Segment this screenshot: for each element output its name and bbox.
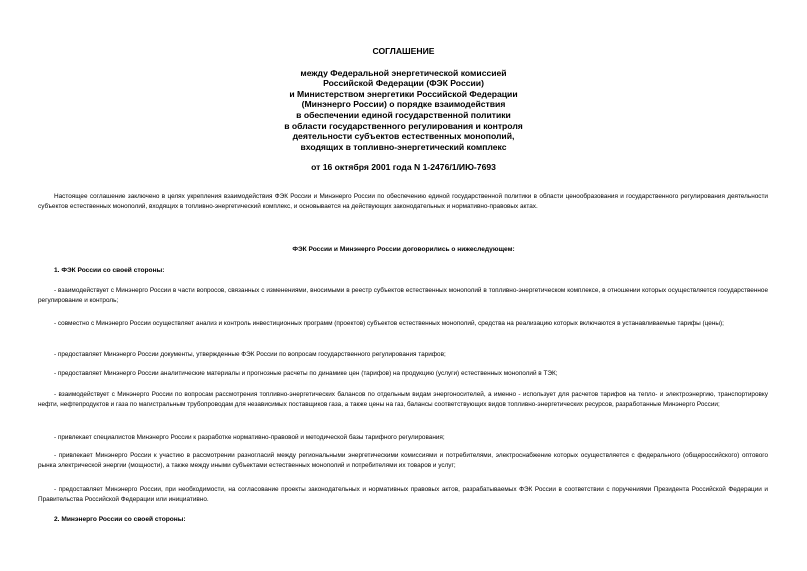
document-subtitle xyxy=(0,68,807,153)
list-item: - предоставляет Минэнерго России аналитические материалы и прогнозные расчеты по динамике цен (тарифов) на продукцию (услуги) естественных монополий в ТЭК; xyxy=(54,370,558,377)
list-item: - предоставляет Минэнерго России, при необходимости, на согласование проекты законодательных и нормативных правовых актов, разрабатываемых ФЭК России в соответствии с поручениями Президента Российской Федерации и Правительства Российской Федерации или инициативно. xyxy=(38,486,768,504)
list-item: - совместно с Минэнерго России осуществляет анализ и контроль инвестиционных программ (проектов) субъектов естественных монополий, средства на реализацию которых включаются в устанавливаемые тарифы (цены); xyxy=(54,320,724,327)
document-title: СОГЛАШЕНИЕ xyxy=(372,46,435,56)
document-header xyxy=(0,46,807,173)
section-2-heading: 2. Минэнерго России со своей стороны: xyxy=(54,516,186,523)
list-item: - взаимодействует с Минэнерго России по вопросам рассмотрения топливно-энергетических балансов по отдельным видам энергоносителей, а именно - использует для расчетов тарифов на тепло- и электроэнергию, транспортировку нефти, нефтепродуктов и газа по магистральным трубопроводам для независимых поставщиков газа, а также цены на газ, балансы соответствующих видов топливно-энергетических ресурсов, разработанные Минэнерго России; xyxy=(38,391,768,409)
list-item: - взаимодействует с Минэнерго России в части вопросов, связанных с изменениями, вносимыми в реестр субъектов естественных монополий в топливно-энергетическом комплексе, в отношении которых осуществляется государственное регулирование и контроль; xyxy=(38,287,768,305)
list-item: - привлекает Минэнерго России к участию в рассмотрении разногласий между региональными энергетическими комиссиями и потребителями, электроснабжение которых осуществляется с федерального (общероссийского) оптового рынка электрической энергии (мощности), а также между иными субъектами естественных монополий и потребителями их товаров и услуг; xyxy=(38,452,768,470)
list-item: - предоставляет Минэнерго России документы, утвержденные ФЭК России по вопросам государственного регулирования тарифов; xyxy=(54,351,446,358)
subtitle-line: (Минэнерго России) о порядке взаимодействия xyxy=(301,99,506,110)
list-item: - привлекает специалистов Минэнерго России к разработке нормативно-правовой и методической базы тарифного регулирования; xyxy=(54,434,445,441)
preamble-paragraph: Настоящее соглашение заключено в целях укрепления взаимодействия ФЭК России и Минэнерго России по обеспечению единой государственной политики в области ценообразования и государственного регулирования деятельности субъектов естественных монополий, входящих в топливно-энергетический комплекс, и основывается на действующих законодательных и нормативно-правовых актах. xyxy=(38,193,768,211)
subtitle-line: Российской Федерации (ФЭК России) xyxy=(323,78,484,89)
subtitle-line: деятельности субъектов естественных монополий, xyxy=(292,131,515,142)
subtitle-line: в области государственного регулирования и контроля xyxy=(284,120,523,131)
agreement-intro: ФЭК России и Минэнерго России договорились о нижеследующем: xyxy=(292,246,515,253)
subtitle-line: входящих в топливно-энергетический комплекс xyxy=(300,141,507,152)
document-date: от 16 октября 2001 года N 1-2476/1/ИЮ-7693 xyxy=(311,162,496,173)
subtitle-line: между Федеральной энергетической комиссией xyxy=(300,67,507,78)
subtitle-line: в обеспечении единой государственной политики xyxy=(296,109,511,120)
section-1-heading: 1. ФЭК России со своей стороны: xyxy=(54,267,165,274)
subtitle-line: и Министерством энергетики Российской Федерации xyxy=(289,88,518,99)
